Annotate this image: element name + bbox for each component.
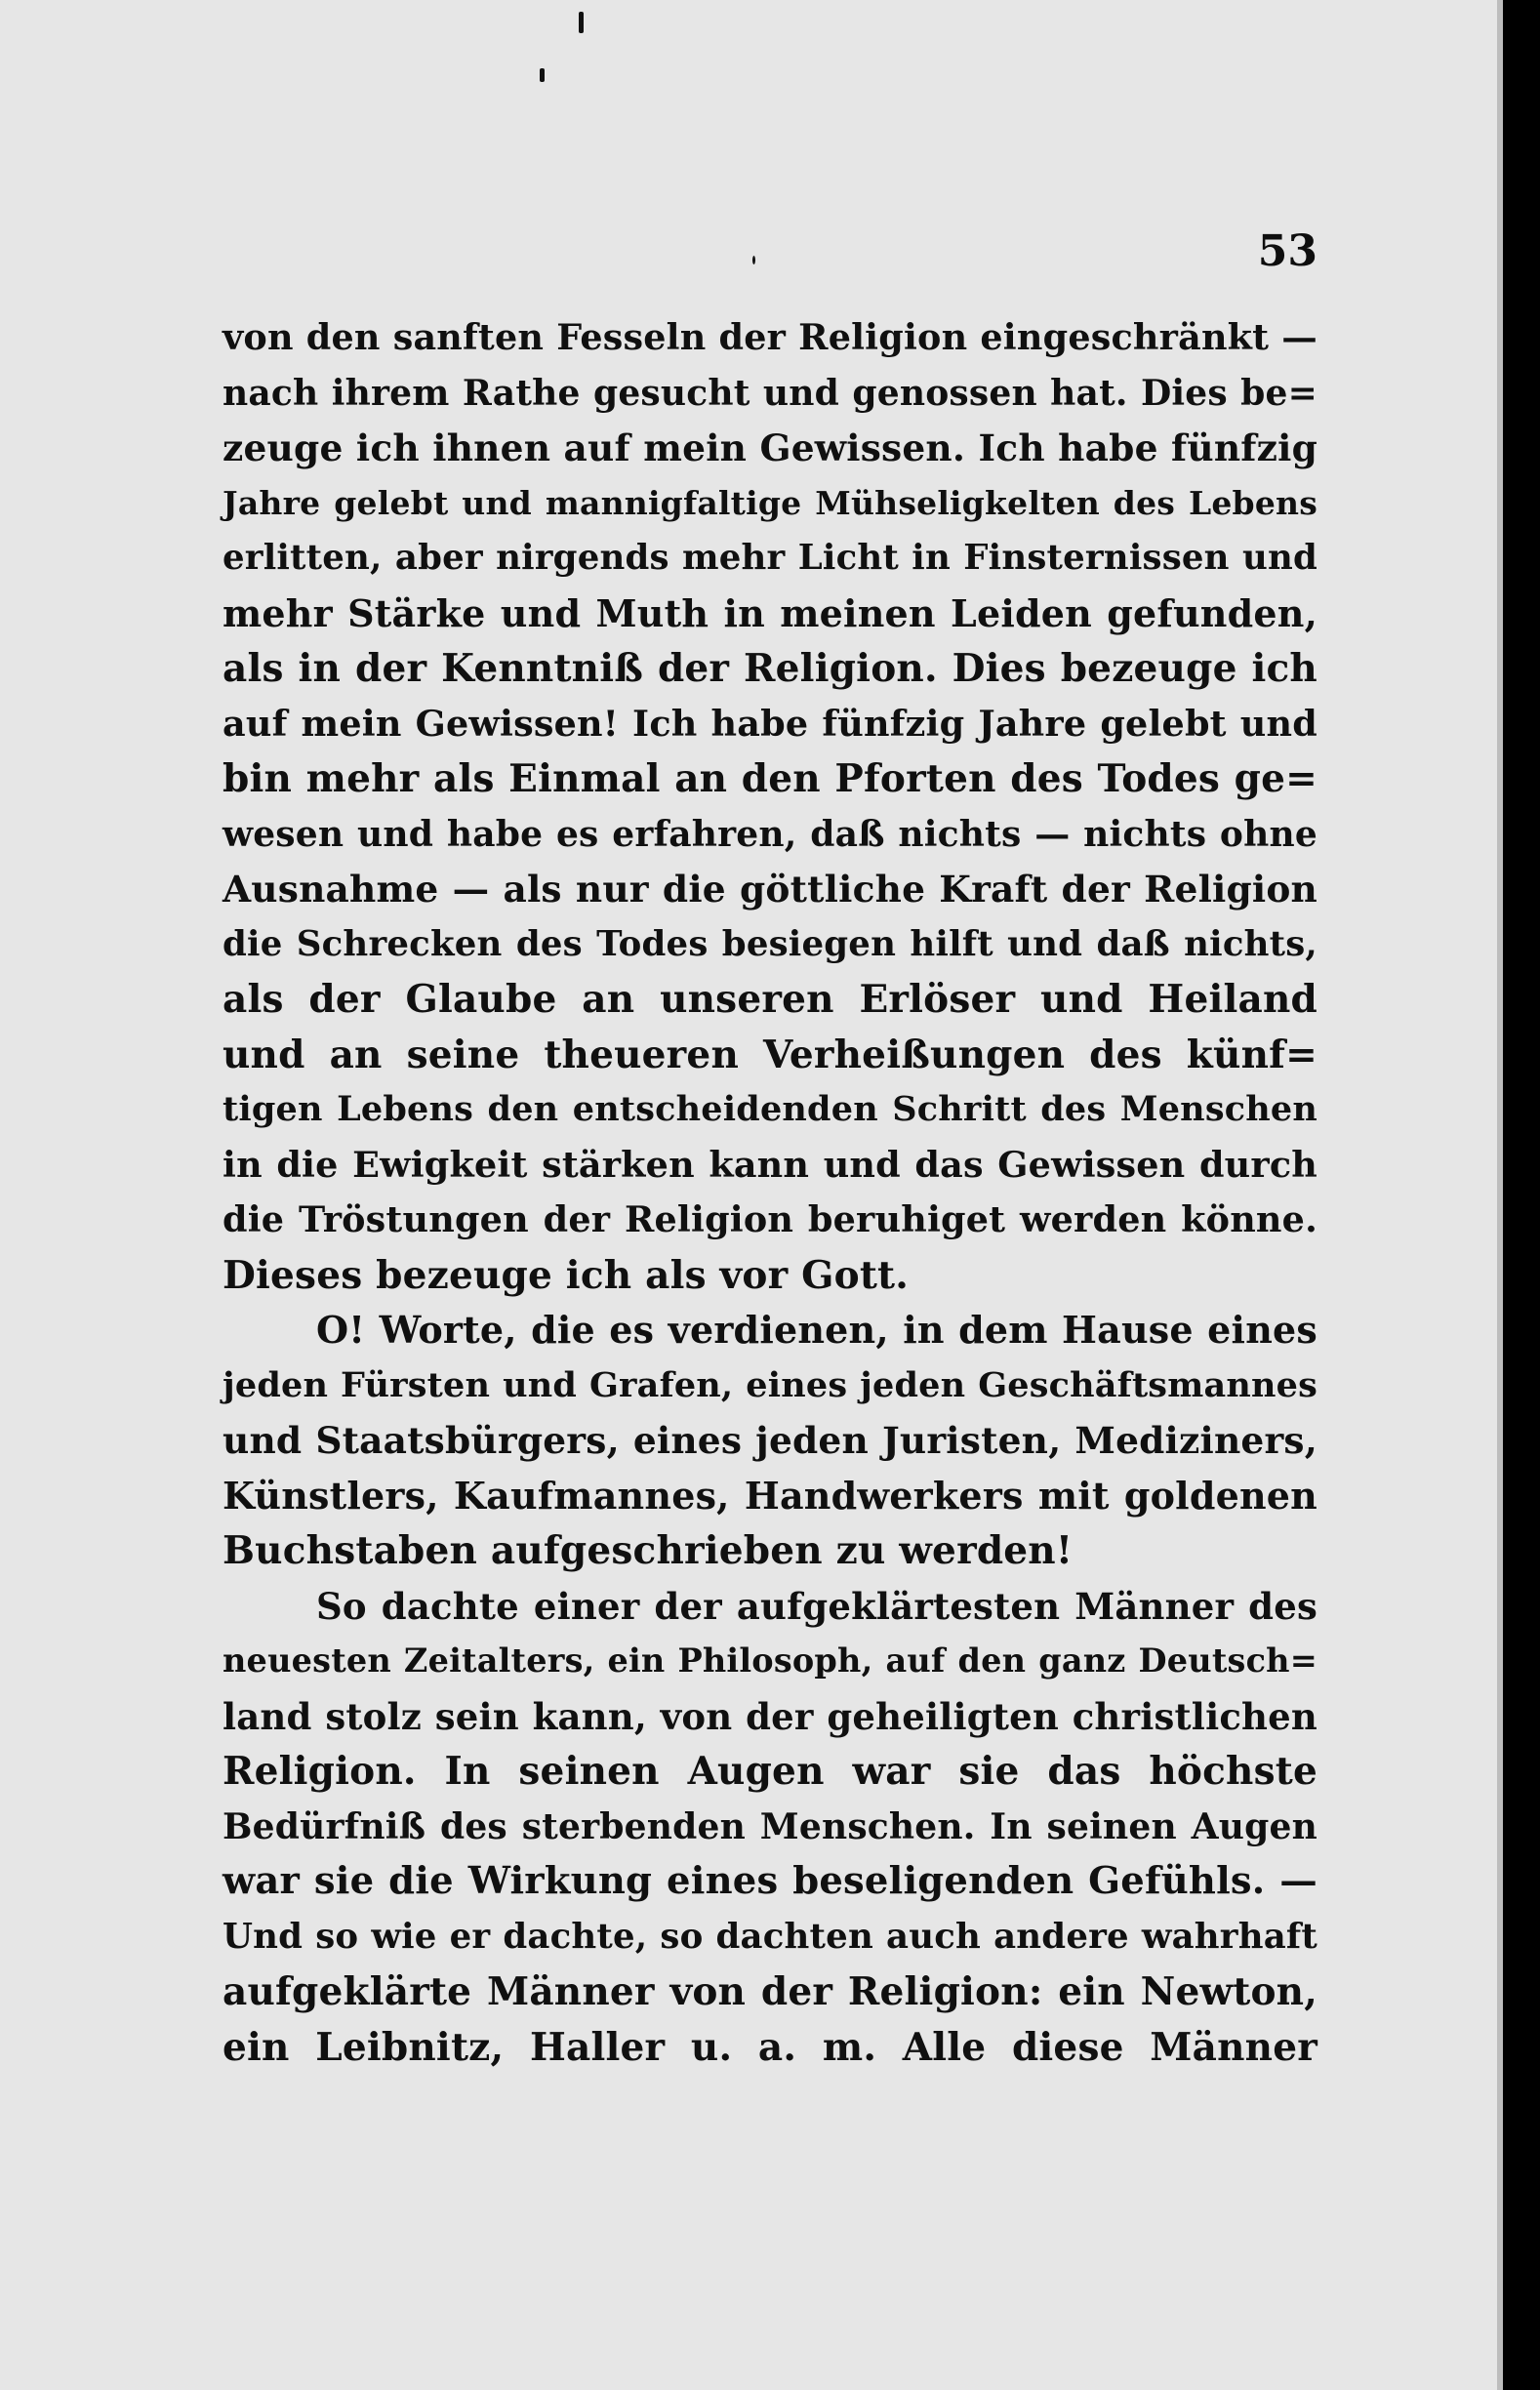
text-line: Ausnahme — als nur die göttliche Kraft der Religion — [223, 868, 1317, 911]
text-line: jeden Fürsten und Grafen, eines jeden Geschäftsmannes — [223, 1364, 1317, 1405]
text-line: Bedürfniß des sterbenden Menschen. In seinen Augen — [223, 1805, 1317, 1847]
text-line: Jahre gelebt und mannigfaltige Mühseligkelten des Lebens — [223, 483, 1317, 522]
text-line: nach ihrem Rathe gesucht und genossen hat. Dies be= — [223, 372, 1317, 414]
paragraph-end-line: Dieses bezeuge ich als vor Gott. — [223, 1252, 910, 1298]
text-line: Religion. In seinen Augen war sie das höchste — [223, 1749, 1317, 1794]
ink-speck — [540, 68, 545, 82]
page-number: 53 — [1257, 226, 1317, 276]
text-line: zeuge ich ihnen auf mein Gewissen. Ich habe fünfzig — [223, 426, 1317, 469]
text-line: mehr Stärke und Muth in meinen Leiden gefunden, — [223, 590, 1317, 635]
text-line: als in der Kenntniß der Religion. Dies bezeuge ich — [223, 646, 1317, 691]
paragraph-start-line: So dachte einer der aufgeklärtesten Männer des — [316, 1584, 1317, 1628]
text-line: Künstlers, Kaufmannes, Handwerkers mit goldenen — [223, 1473, 1317, 1518]
ink-speck — [752, 256, 755, 264]
paragraph-start-line: O! Worte, die es verdienen, in dem Hause eines — [316, 1308, 1317, 1352]
text-line: als der Glaube an unseren Erlöser und Heiland — [223, 977, 1317, 1022]
text-line: und Staatsbürgers, eines jeden Juristen, Mediziners, — [223, 1419, 1317, 1462]
text-line: bin mehr als Einmal an den Pforten des Todes ge= — [223, 756, 1317, 801]
text-line: die Schrecken des Todes besiegen hilft und daß nichts, — [223, 923, 1317, 964]
text-line: erlitten, aber nirgends mehr Licht in Finsternissen und — [223, 538, 1317, 578]
text-line: wesen und habe es erfahren, daß nichts — nichts ohne — [223, 813, 1317, 855]
text-line: die Tröstungen der Religion beruhiget werden könne. — [223, 1198, 1317, 1240]
text-line: von den sanften Fesseln der Religion eingeschränkt — — [223, 316, 1317, 358]
text-line: auf mein Gewissen! Ich habe fünfzig Jahre gelebt und — [223, 702, 1317, 745]
body-text — [223, 310, 1317, 2075]
text-line: ein Leibnitz, Haller u. a. m. Alle diese Männer — [223, 2024, 1317, 2070]
text-line: und an seine theueren Verheißungen des künf= — [223, 1032, 1317, 1077]
text-line: neuesten Zeitalters, ein Philosoph, auf den ganz Deutsch= — [223, 1641, 1317, 1680]
text-line: Und so wie er dachte, so dachten auch andere wahrhaft — [223, 1916, 1317, 1957]
text-line: war sie die Wirkung eines beseligenden Gefühls. — — [223, 1859, 1317, 1903]
text-line: aufgeklärte Männer von der Religion: ein Newton, — [223, 1969, 1317, 2014]
paragraph-end-line: Buchstaben aufgeschrieben zu werden! — [223, 1528, 1074, 1573]
text-line: in die Ewigkeit stärken kann und das Gewissen durch — [223, 1143, 1317, 1186]
text-line: tigen Lebens den entscheidenden Schritt des Menschen — [223, 1089, 1317, 1129]
text-line: land stolz sein kann, von der geheiligten christlichen — [223, 1694, 1317, 1738]
ink-speck — [579, 12, 584, 33]
